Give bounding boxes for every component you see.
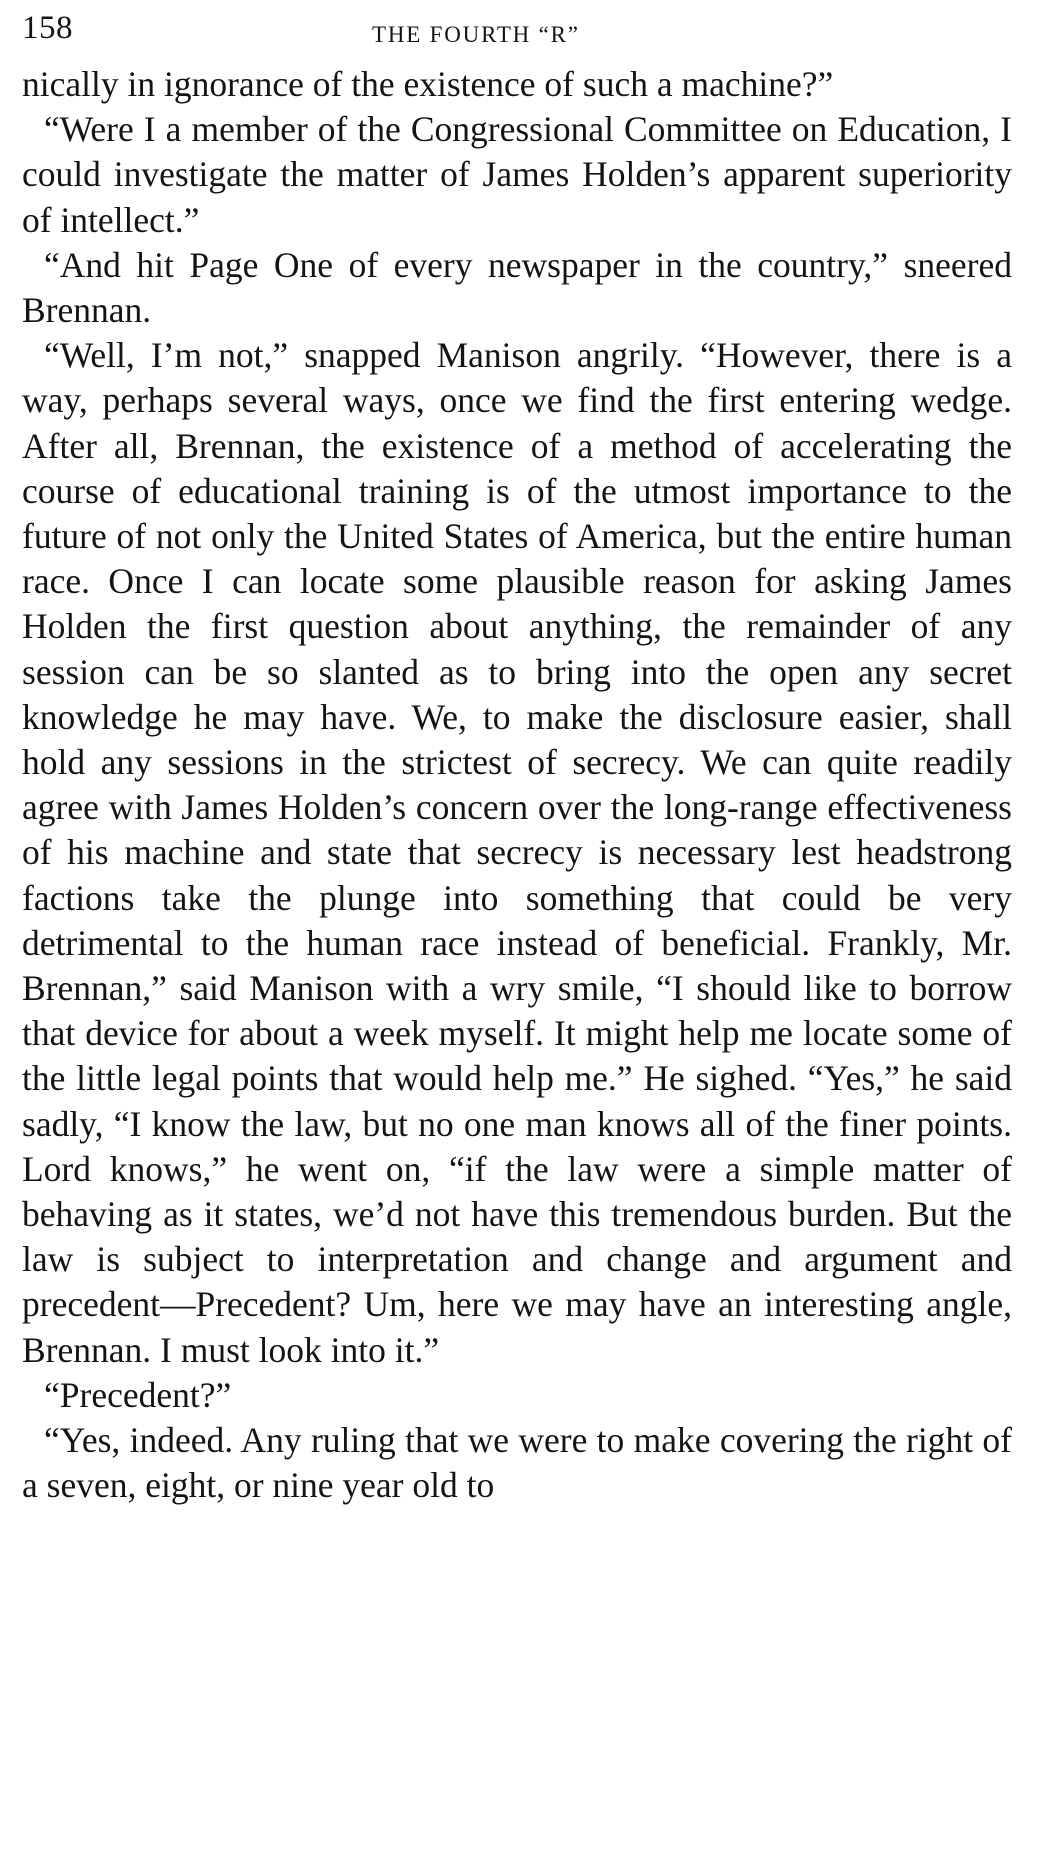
paragraph: “And hit Page One of every newspaper in the country,” sneered Brennan. [22,244,1012,331]
body-text [22,62,1012,1509]
running-title: THE FOURTH “R” [372,22,580,47]
book-page [22,0,1012,1509]
paragraph: “Precedent?” [44,1374,232,1415]
page-number: 158 [22,10,73,46]
paragraph: “Were I a member of the Congressional Committee on Education, I could investigate the matter of James Holden’s apparent superiority of intellect.” [22,109,1012,240]
running-head [22,0,1012,62]
paragraph: “Yes, indeed. Any ruling that we were to make covering the right of a seven, eight, or nine year old to [22,1420,1012,1506]
paragraph-continued: nically in ignorance of the existence of such a machine?” [22,64,834,104]
paragraph: “Well, I’m not,” snapped Manison angrily. “However, there is a way, perhaps several ways, once we find the first entering wedge. After all, Brennan, the existence of a method of accelerating the course of educational training is of the utmost importance to the future of not only the United States of America, but the entire human race. Once I can locate some plausible reason for asking James Holden the first question about anything, the remainder of any session can be so slanted as to bring into the open any secret knowledge he may have. We, to make the disclosure easier, shall hold any sessions in the strictest of secrecy. We can quite readily agree with James Holden’s concern over the long-range effectiveness of his machine and state that secrecy is necessary lest headstrong factions take the plunge into something that could be very detrimental to the human race instead of beneficial. Frankly, Mr. Brennan,” said Manison with a wry smile, “I should like to borrow that device for about a week myself. It might help me locate some of the little legal points that would help me.” He sighed. “Yes,” he said sadly, “I know the law, but no one man knows all of the finer points. Lord knows,” he went on, “if the law were a simple matter of behaving as it states, we’d not have this tremendous burden. But the law is subject to interpretation and change and argument and precedent—Precedent? Um, here we may have an interesting angle, Brennan. I must look into it.” [22,335,1012,1370]
